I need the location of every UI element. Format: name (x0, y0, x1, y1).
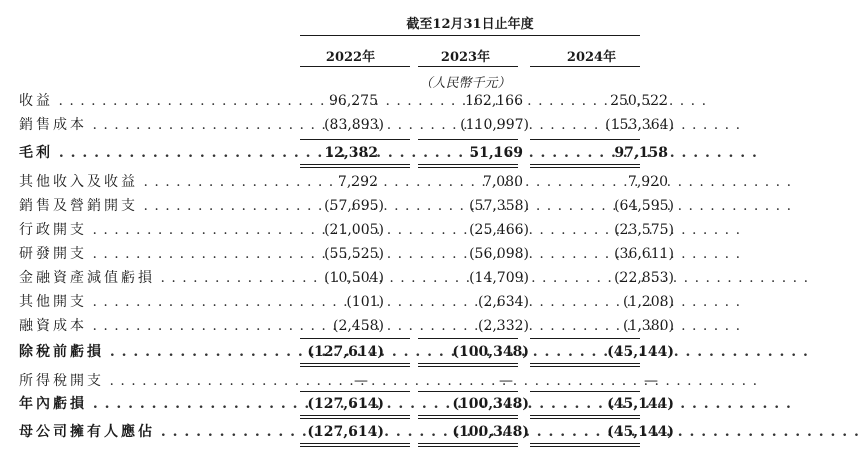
loss-rule-top-2022 (300, 391, 410, 392)
row-value-2024: (45,144) (607, 344, 674, 360)
attr-rule-bottom-a-2023 (418, 443, 518, 444)
gross-profit-rule-bottom-a-2024 (530, 164, 640, 165)
attr-rule-bottom-a-2024 (530, 443, 640, 444)
row-value-2023: (2,634) (477, 294, 529, 310)
row-value-2022: — (354, 373, 368, 389)
row-value-2024: (45,144) (607, 396, 674, 412)
row-value-2022: (127,614) (307, 424, 384, 440)
row-value-2024: — (644, 373, 658, 389)
row-label: 銷售成本 . . . (19, 113, 294, 137)
loss-rule-bottom-a-2022 (300, 415, 410, 416)
row-value-2023: 51,169 (469, 145, 523, 161)
row-value-2022: (21,005) (324, 222, 384, 238)
row-value-2024: (64,595) (614, 198, 674, 214)
row-value-2024: (45,144) (607, 424, 674, 440)
row-label: 融資成本 . . . (19, 314, 294, 338)
lbt-rule-bottom-a-2023 (418, 363, 518, 364)
year-2023-header: 2023年 (440, 50, 491, 65)
gross-profit-rule-top-2024 (530, 139, 640, 140)
table-row (0, 392, 674, 416)
table-row (0, 194, 674, 218)
row-value-2023: 7,080 (482, 174, 523, 190)
lbt-rule-bottom-b-2022 (300, 366, 410, 367)
row-value-2022: 12,382 (324, 145, 378, 161)
row-value-2022: (55,525) (324, 246, 384, 262)
row-value-2023: 162,166 (465, 93, 523, 109)
row-value-2022: 7,292 (337, 174, 378, 190)
gross-profit-rule-bottom-a-2022 (300, 164, 410, 165)
row-value-2022: (2,458) (332, 318, 384, 334)
loss-rule-bottom-b-2024 (530, 418, 640, 419)
attr-rule-bottom-b-2023 (418, 446, 518, 447)
row-label: 收益 . . . (19, 89, 294, 113)
table-row (0, 113, 674, 137)
gross-profit-rule-top-2022 (300, 139, 410, 140)
row-value-2023: (100,348) (452, 344, 529, 360)
attr-rule-bottom-b-2022 (300, 446, 410, 447)
loss-rule-bottom-a-2023 (418, 415, 518, 416)
table-row (0, 314, 674, 338)
lbt-rule-bottom-b-2023 (418, 366, 518, 367)
loss-rule-bottom-b-2022 (300, 418, 410, 419)
row-value-2022: (101) (346, 294, 384, 310)
year-underline-2023 (418, 66, 518, 67)
row-value-2024: (22,853) (614, 270, 674, 286)
unit-label: （人民幣千元） (419, 76, 511, 91)
row-label: 金融資產減值虧損 . . . (19, 266, 294, 290)
row-value-2022: (127,614) (307, 344, 384, 360)
table-row (0, 170, 668, 194)
table-row (0, 218, 674, 242)
table-row (0, 369, 660, 393)
year-underline-2022 (300, 66, 410, 67)
table-row (0, 242, 674, 266)
gross-profit-rule-bottom-b-2024 (530, 167, 640, 168)
row-value-2023: — (499, 373, 513, 389)
lbt-rule-bottom-b-2024 (530, 366, 640, 367)
row-label: 母公司擁有人應佔 . . . (19, 420, 294, 444)
row-value-2024: (1,208) (622, 294, 674, 310)
row-value-2024: 97,158 (614, 145, 668, 161)
row-value-2023: (57,358) (469, 198, 529, 214)
row-value-2023: (100,348) (452, 424, 529, 440)
lbt-rule-top-2022 (300, 338, 410, 339)
year-2024-header: 2024年 (566, 50, 617, 65)
row-value-2023: (14,709) (469, 270, 529, 286)
row-label: 所得稅開支 . . . (19, 369, 294, 393)
lbt-rule-bottom-a-2022 (300, 363, 410, 364)
table-row (0, 266, 674, 290)
row-value-2022: (83,893) (324, 117, 384, 133)
row-label: 銷售及營銷開支 . . . (19, 194, 294, 218)
row-value-2023: (100,348) (452, 396, 529, 412)
row-label: 其他開支 . . . (19, 290, 294, 314)
row-value-2024: 250,522 (610, 93, 668, 109)
gross-profit-rule-bottom-a-2023 (418, 164, 518, 165)
lbt-rule-top-2024 (530, 338, 640, 339)
lbt-rule-bottom-a-2024 (530, 363, 640, 364)
table-row (0, 89, 668, 113)
row-value-2024: 7,920 (627, 174, 668, 190)
period-underline (300, 35, 640, 36)
row-value-2023: (25,466) (469, 222, 529, 238)
table-row (0, 141, 668, 165)
gross-profit-rule-bottom-b-2022 (300, 167, 410, 168)
row-value-2022: (127,614) (307, 396, 384, 412)
row-label: 其他收入及收益 . . . (19, 170, 294, 194)
row-value-2023: (56,098) (469, 246, 529, 262)
loss-rule-bottom-a-2024 (530, 415, 640, 416)
lbt-rule-top-2023 (418, 338, 518, 339)
loss-rule-top-2023 (418, 391, 518, 392)
row-value-2022: (10,504) (324, 270, 384, 286)
attr-rule-bottom-a-2022 (300, 443, 410, 444)
row-label: 行政開支 . . . (19, 218, 294, 242)
attr-rule-bottom-b-2024 (530, 446, 640, 447)
loss-rule-top-2024 (530, 391, 640, 392)
table-row (0, 340, 674, 364)
year-underline-2024 (530, 66, 640, 67)
row-value-2023: (110,997) (460, 117, 529, 133)
row-label: 毛利 . . . (19, 141, 294, 165)
row-label: 除稅前虧損 . . . (19, 340, 294, 364)
period-header: 截至12月31日止年度 (406, 17, 534, 32)
row-value-2022: 96,275 (329, 93, 378, 109)
row-value-2024: (23,575) (614, 222, 674, 238)
row-value-2024: (1,380) (622, 318, 674, 334)
row-label: 研發開支 . . . (19, 242, 294, 266)
table-row (0, 290, 674, 314)
row-label: 年內虧損 . . . (19, 392, 294, 416)
row-value-2022: (57,695) (324, 198, 384, 214)
gross-profit-rule-top-2023 (418, 139, 518, 140)
row-value-2024: (153,364) (605, 117, 674, 133)
row-value-2024: (36,611) (614, 246, 674, 262)
year-2022-header: 2022年 (325, 50, 376, 65)
table-row (0, 420, 674, 444)
row-value-2023: (2,332) (477, 318, 529, 334)
loss-rule-bottom-b-2023 (418, 418, 518, 419)
gross-profit-rule-bottom-b-2023 (418, 167, 518, 168)
